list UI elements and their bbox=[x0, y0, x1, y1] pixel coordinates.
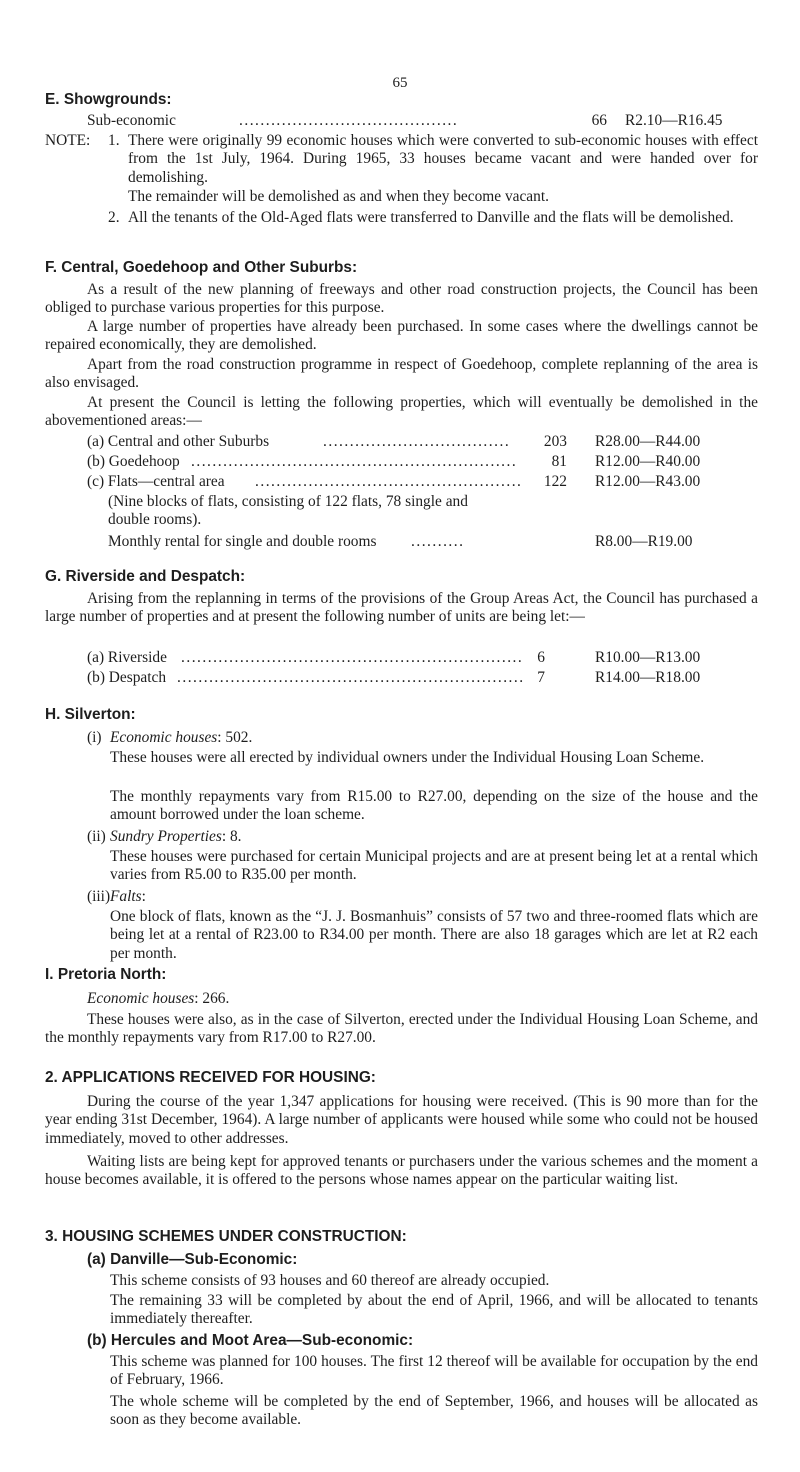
note-2-text: All the tenants of the Old-Aged flats were transferred to Danville and the flats will be demolished. bbox=[128, 209, 734, 226]
hercules-paragraph-2: The whole scheme will be completed by the end of September, 1966, and houses will be allocated as soon as they become available. bbox=[110, 1393, 758, 1429]
section-3-heading: 3. HOUSING SCHEMES UNDER CONSTRUCTION: bbox=[45, 1228, 407, 1245]
item-value: : 266. bbox=[194, 990, 230, 1007]
property-row bbox=[87, 669, 757, 689]
monthly-rental-row bbox=[108, 533, 758, 553]
item-i-label: (i) bbox=[87, 729, 102, 746]
danville-paragraph-2: The remaining 33 will be completed by about the end of April, 1966, and will be allocated to tenants immediately thereafter. bbox=[110, 1292, 758, 1328]
row-label: (a) Riverside bbox=[87, 649, 167, 666]
danville-paragraph-1: This scheme consists of 93 houses and 60 thereof are already occupied. bbox=[110, 1272, 550, 1289]
note-1-number: 1. bbox=[108, 132, 120, 149]
row-label: (c) Flats—central area bbox=[87, 473, 225, 490]
item-value: : 502. bbox=[217, 729, 253, 746]
item-title: Falts bbox=[110, 888, 142, 905]
row-label: (b) Despatch bbox=[87, 669, 167, 686]
section-h-heading: H. Silverton: bbox=[45, 706, 136, 723]
row-range: R2.10—R16.45 bbox=[625, 112, 723, 129]
section-f-paragraph-3: Apart from the road construction programme in respect of Goedehoop, complete replanning of the area is also envisaged. bbox=[45, 356, 758, 392]
row-count: 203 bbox=[543, 433, 567, 450]
pretoria-economic-houses-line bbox=[87, 990, 229, 1008]
section-f-paragraph-4: At present the Council is letting the following properties, which will eventually be demolished in the abovementioned areas:— bbox=[45, 394, 758, 430]
section-f-paragraph-2: A large number of properties have already been purchased. In some cases where the dwellings cannot be repaired economically, they are demolished. bbox=[45, 318, 758, 354]
dot-leader: ......................................... bbox=[239, 112, 459, 129]
item-title: Sundry Properties bbox=[110, 828, 222, 845]
dot-leader: ................................................................. bbox=[177, 669, 525, 686]
hercules-heading: (b) Hercules and Moot Area—Sub-economic: bbox=[87, 1332, 414, 1349]
showgrounds-row bbox=[87, 112, 727, 132]
property-row bbox=[87, 473, 757, 493]
dot-leader: ................................................................ bbox=[181, 649, 524, 666]
hercules-paragraph-1: This scheme was planned for 100 houses. The first 12 thereof will be available for occupation by the end of February, 1966. bbox=[110, 1353, 758, 1389]
row-range: R28.00—R44.00 bbox=[595, 433, 701, 450]
item-title: Economic houses bbox=[87, 990, 195, 1007]
dot-leader: .......... bbox=[411, 533, 465, 550]
row-count: 6 bbox=[537, 649, 545, 666]
row-range: R10.00—R13.00 bbox=[595, 649, 701, 666]
row-count: 7 bbox=[537, 669, 545, 686]
section-2-heading: 2. APPLICATIONS RECEIVED FOR HOUSING: bbox=[45, 1069, 376, 1086]
page-number: 65 bbox=[392, 75, 408, 91]
note-1-text-2: The remainder will be demolished as and when they become vacant. bbox=[128, 188, 549, 205]
item-iii-paragraph-1: One block of flats, known as the “J. J. Bosmanhuis” consists of 57 two and three-roomed flats which are being let at a rental of R23.00 to R34.00 per month. There are also 18 garages which are let at R2 each per month. bbox=[110, 908, 758, 962]
item-iii-label: (iii) bbox=[87, 888, 111, 905]
section-i-heading: I. Pretoria North: bbox=[45, 966, 167, 983]
property-row bbox=[87, 433, 757, 453]
section-g-paragraph-1: Arising from the replanning in terms of the provisions of the Group Areas Act, the Council has purchased a large number of properties and at present the following number of units are being let:— bbox=[45, 590, 758, 626]
row-range: R14.00—R18.00 bbox=[595, 669, 701, 686]
row-range: R8.00—R19.00 bbox=[595, 533, 693, 550]
section-f-paragraph-1: As a result of the new planning of freeways and other road construction projects, the Council has been obliged to purchase various properties for this purpose. bbox=[45, 281, 758, 317]
note-label: NOTE: bbox=[45, 132, 91, 149]
row-label: (a) Central and other Suburbs bbox=[87, 433, 270, 450]
note-1-text: There were originally 99 economic houses which were converted to sub-economic houses with effect from the 1st July, 1964. During 1965, 33 houses became vacant and were handed over for demolishing. bbox=[128, 132, 758, 186]
dot-leader: ............................................................. bbox=[191, 453, 518, 470]
item-title: Economic houses bbox=[110, 729, 218, 746]
property-row bbox=[87, 649, 757, 669]
section-2-paragraph-2: Waiting lists are being kept for approved tenants or purchasers under the various schemes and the moment a house becomes available, it is offered to the persons whose names appear on the particular waiting list. bbox=[45, 1153, 758, 1189]
item-i-paragraph-1: These houses were all erected by individual owners under the Individual Housing Loan Scheme. bbox=[110, 749, 705, 766]
row-range: R12.00—R40.00 bbox=[595, 453, 701, 470]
flats-line bbox=[110, 888, 146, 906]
dot-leader: .................................................. bbox=[255, 473, 523, 490]
section-2-paragraph-1: During the course of the year 1,347 applications for housing were received. (This is 90 more than for the year ending 31st December, 1964). A large number of applicants were housed while some who could not be housed immediately, moved to other addresses. bbox=[45, 1093, 758, 1147]
sundry-properties-line bbox=[110, 828, 242, 846]
economic-houses-line bbox=[110, 729, 252, 747]
row-label: Sub-economic bbox=[87, 112, 176, 129]
item-value: : 8. bbox=[221, 828, 242, 845]
row-count: 81 bbox=[551, 453, 567, 470]
property-row bbox=[87, 453, 757, 473]
danville-heading: (a) Danville—Sub-Economic: bbox=[87, 1251, 298, 1268]
section-g-heading: G. Riverside and Despatch: bbox=[45, 568, 246, 585]
row-label: Monthly rental for single and double rooms bbox=[108, 533, 377, 550]
section-i-paragraph-1: These houses were also, as in the case of Silverton, erected under the Individual Housing Loan Scheme, and the monthly repayments vary from R17.00 to R27.00. bbox=[45, 1011, 758, 1047]
dot-leader: ................................... bbox=[323, 433, 511, 450]
row-range: R12.00—R43.00 bbox=[595, 473, 701, 490]
section-f-heading: F. Central, Goedehoop and Other Suburbs: bbox=[45, 259, 358, 276]
note-2-number: 2. bbox=[108, 209, 120, 226]
item-value: : bbox=[141, 888, 146, 905]
item-ii-label: (ii) bbox=[87, 828, 106, 845]
item-i-paragraph-2: The monthly repayments vary from R15.00 to R27.00, depending on the size of the house and the amount borrowed under the loan scheme. bbox=[110, 788, 758, 824]
item-ii-paragraph-1: These houses were purchased for certain Municipal projects and are at present being let at a rental which varies from R5.00 to R35.00 per month. bbox=[110, 848, 758, 884]
row-count: 66 bbox=[591, 112, 607, 129]
row-label: (b) Goedehoop bbox=[87, 453, 180, 470]
flats-note: (Nine blocks of flats, consisting of 122 flats, 78 single and double rooms). bbox=[108, 493, 468, 529]
section-e-heading: E. Showgrounds: bbox=[45, 91, 172, 108]
row-count: 122 bbox=[543, 473, 567, 490]
